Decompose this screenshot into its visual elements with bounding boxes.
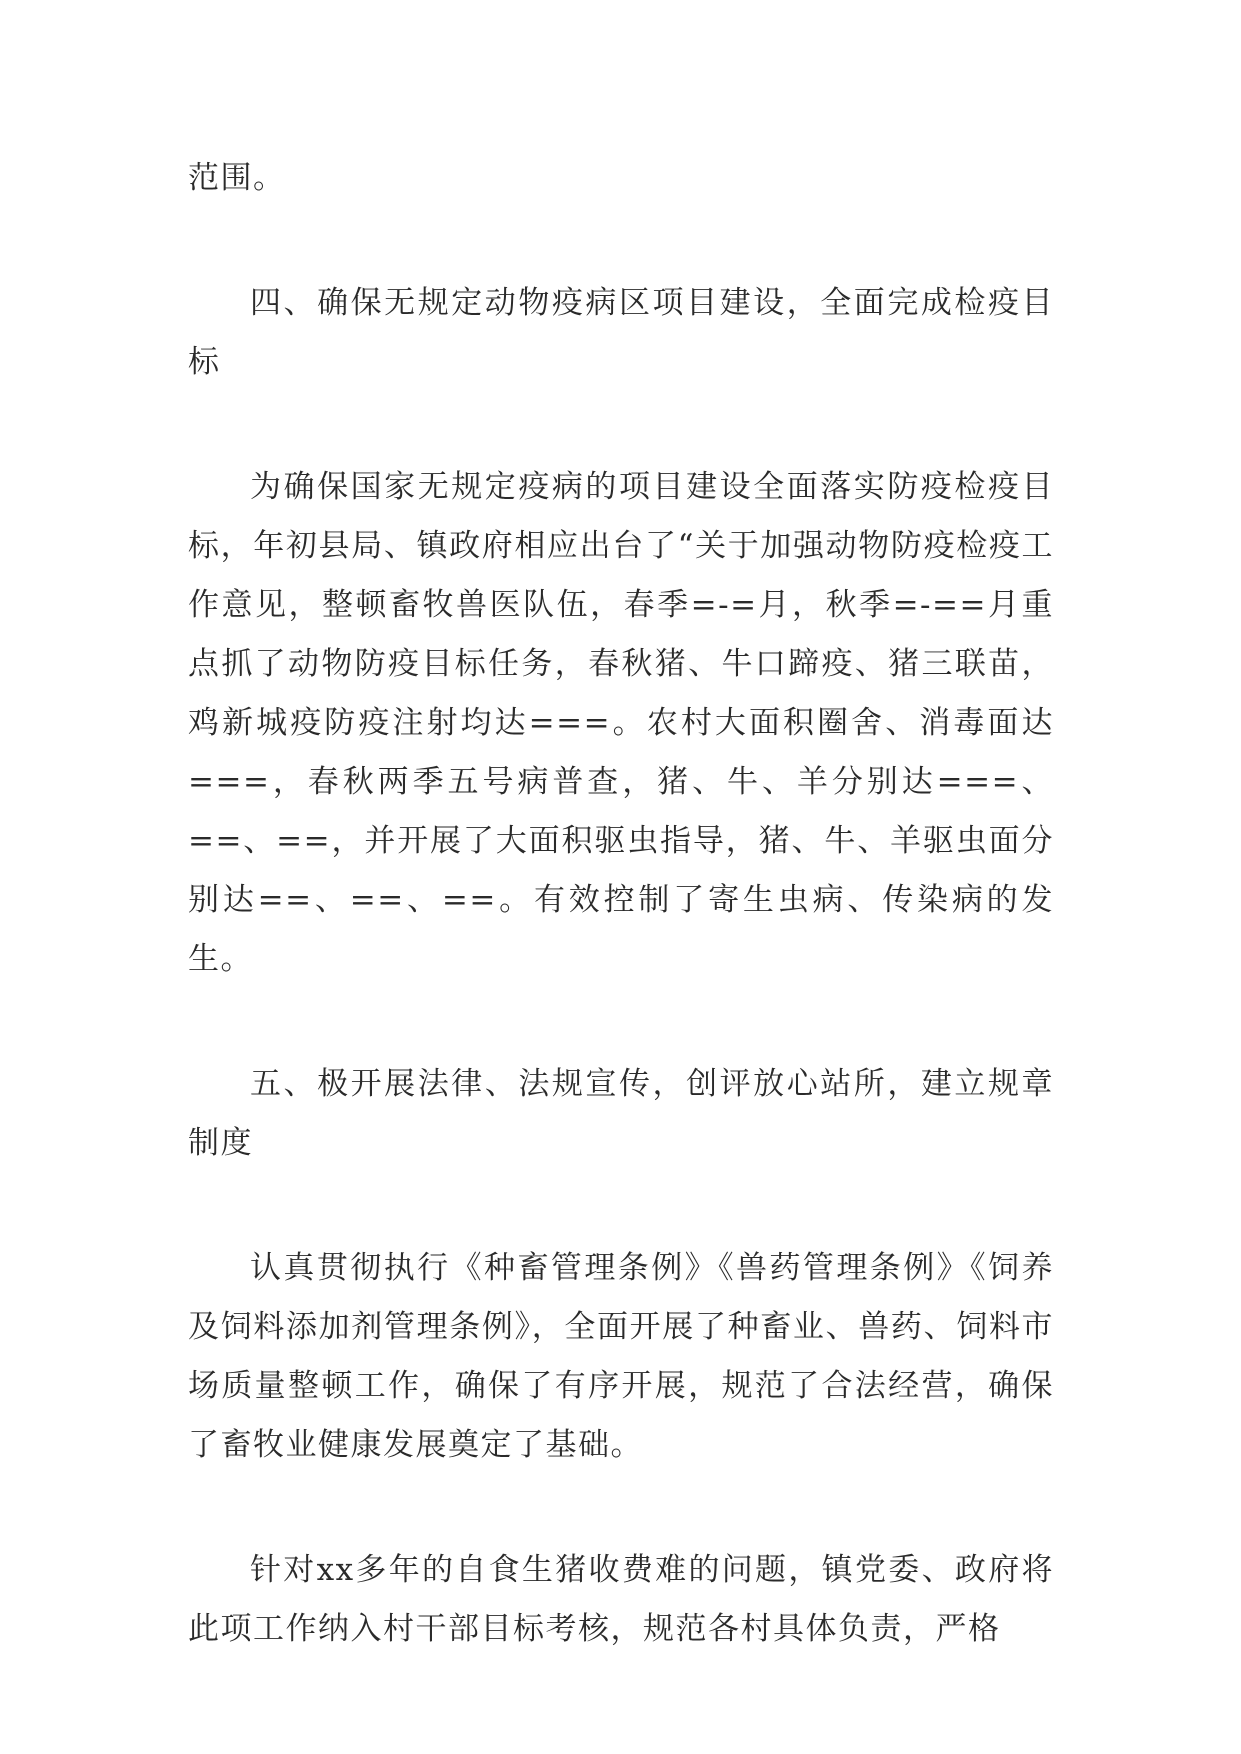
paragraph-gap — [188, 1173, 1054, 1239]
paragraph-gap — [188, 208, 1054, 274]
body-paragraph-pig-fees: 针对xx多年的自食生猪收费难的问题，镇党委、政府将此项工作纳入村干部目标考核，规范各村具体负责，严格 — [188, 1552, 1054, 1647]
section-heading-5: 五、极开展法律、法规宣传，创评放心站所，建立规章制度 — [188, 1066, 1054, 1161]
paragraph-gap — [188, 1475, 1054, 1541]
body-paragraph-regulations: 认真贯彻执行《种畜管理条例》《兽药管理条例》《饲养及饲料添加剂管理条例》，全面开展了种畜业、兽药、饲料市场质量整顿工作，确保了有序开展，规范了合法经营，确保了畜牧业健康发展奠定了基础。 — [188, 1250, 1054, 1463]
paragraph-gap — [188, 989, 1054, 1055]
document-body — [188, 149, 1054, 1659]
section-heading-4: 四、确保无规定动物疫病区项目建设，全面完成检疫目标 — [188, 285, 1054, 380]
paragraph-gap — [188, 392, 1054, 458]
body-paragraph-quarantine: 为确保国家无规定疫病的项目建设全面落实防疫检疫目标，年初县局、镇政府相应出台了“关于加强动物防疫检疫工作意见，整顿畜牧兽医队伍，春季=-=月，秋季=-==月重点抓了动物防疫目标任务，春秋猪、牛口蹄疫、猪三联苗，鸡新城疫防疫注射均达===。农村大面积圈舍、消毒面达===，春秋两季五号病普查，猪、牛、羊分别达===、==、==，并开展了大面积驱虫指导，猪、牛、羊驱虫面分别达==、==、==。有效控制了寄生虫病、传染病的发生。 — [188, 469, 1054, 977]
paragraph-continuation: 范围。 — [188, 160, 286, 196]
